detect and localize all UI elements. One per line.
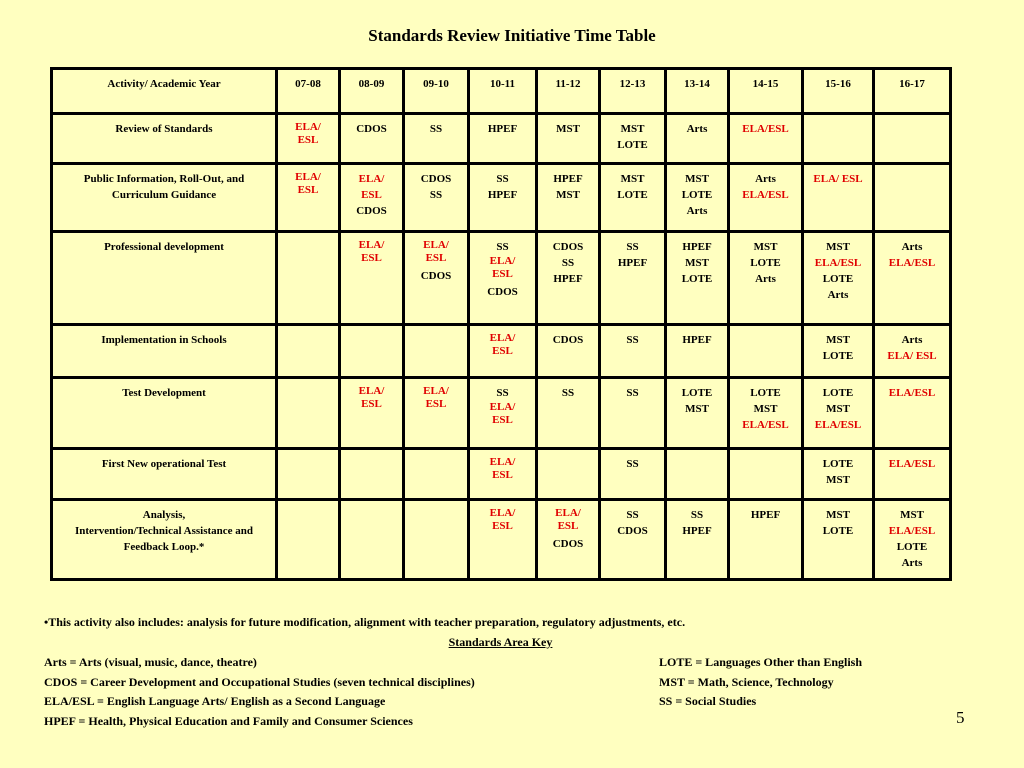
- standard-area-entry: SS: [496, 173, 509, 185]
- schedule-cell: [600, 232, 666, 325]
- standard-area-entry: CDOS: [487, 286, 518, 298]
- key-entry-hpef: HPEF = Health, Physical Education and Family and Consumer Sciences: [44, 714, 413, 728]
- standard-area-entry: ELA/ESL: [742, 189, 789, 201]
- header-year: 15-16: [803, 69, 874, 114]
- standard-area-entry: ELA/: [358, 173, 385, 185]
- standard-area-entry: HPEF: [553, 273, 583, 285]
- schedule-cell: [666, 114, 729, 164]
- header-year: 13-14: [666, 69, 729, 114]
- standard-area-entry: CDOS: [420, 173, 452, 185]
- standard-area-entry: LOTE: [750, 257, 781, 269]
- table-row: [52, 378, 951, 449]
- schedule-cell: [469, 500, 537, 580]
- schedule-cell: [537, 325, 600, 378]
- activity-cell: [52, 164, 277, 232]
- standard-area-entry: ELA/ ESL: [555, 507, 581, 532]
- schedule-cell: [469, 449, 537, 500]
- schedule-cell: [729, 378, 803, 449]
- standard-area-entry: HPEF: [553, 173, 583, 185]
- schedule-cell: [404, 500, 469, 580]
- standard-area-entry: SS: [561, 387, 575, 399]
- schedule-cell: [803, 378, 874, 449]
- schedule-cell: [404, 325, 469, 378]
- schedule-cell: [277, 114, 340, 164]
- key-title: Standards Area Key: [448, 635, 553, 649]
- standard-area-entry: CDOS: [617, 525, 648, 537]
- standard-area-entry: HPEF: [682, 241, 712, 253]
- schedule-cell: [537, 164, 600, 232]
- standard-area-entry: Arts: [686, 205, 708, 217]
- key-entry-ela-esl: ELA/ESL = English Language Arts/ English as a Second Language: [44, 694, 386, 708]
- activity-label: Public Information, Roll-Out, and Curriculum Guidance: [83, 173, 245, 201]
- standard-area-entry: Arts: [901, 241, 923, 253]
- schedule-cell: [340, 232, 404, 325]
- standard-area-entry: CDOS: [552, 334, 584, 346]
- schedule-cell: [537, 114, 600, 164]
- schedule-cell: [340, 164, 404, 232]
- page-number: 5: [956, 708, 965, 727]
- standard-area-entry: ELA/ ESL: [887, 350, 937, 362]
- standard-area-entry: MST: [556, 123, 580, 135]
- header-year: 16-17: [874, 69, 951, 114]
- schedule-cell: [666, 449, 729, 500]
- header-activity: Activity/ Academic Year: [52, 69, 277, 114]
- activity-label: Intervention/Technical Assistance and Feedback Loop.*: [74, 525, 254, 553]
- header-year: 10-11: [469, 69, 537, 114]
- standard-area-entry: SS: [429, 189, 443, 201]
- table-row: [52, 449, 951, 500]
- schedule-cell: [803, 164, 874, 232]
- standard-area-entry: ELA/ESL: [888, 257, 936, 269]
- schedule-cell: [340, 378, 404, 449]
- standard-area-entry: LOTE: [750, 387, 781, 399]
- table-row: [52, 114, 951, 164]
- schedule-cell: [404, 378, 469, 449]
- standard-area-entry: LOTE: [617, 189, 648, 201]
- activity-label: Professional development: [104, 241, 224, 253]
- activity-label: First New operational Test: [101, 458, 227, 470]
- standard-area-entry: ELA/ ESL: [489, 507, 516, 532]
- schedule-cell: [404, 232, 469, 325]
- table-row: [52, 325, 951, 378]
- schedule-cell: [874, 500, 951, 580]
- standard-area-entry: Arts: [686, 123, 708, 135]
- standard-area-entry: ELA/ ESL: [358, 385, 385, 410]
- schedule-cell: [340, 500, 404, 580]
- schedule-cell: [469, 232, 537, 325]
- schedule-cell: [537, 449, 600, 500]
- standard-area-entry: SS: [496, 241, 509, 253]
- schedule-cell: [600, 449, 666, 500]
- schedule-cell: [874, 232, 951, 325]
- standard-area-entry: ELA/ESL: [814, 419, 862, 431]
- schedule-cell: [874, 449, 951, 500]
- header-year: 07-08: [277, 69, 340, 114]
- standard-area-entry: MST: [826, 241, 850, 253]
- key-entry-arts: Arts = Arts (visual, music, dance, theatre): [44, 655, 257, 669]
- schedule-cell: [803, 114, 874, 164]
- schedule-cell: [537, 378, 600, 449]
- schedule-cell: [340, 114, 404, 164]
- activity-label: Analysis,: [142, 509, 186, 521]
- schedule-cell: [666, 500, 729, 580]
- standard-area-entry: ELA/ ESL: [423, 385, 449, 410]
- schedule-cell: [404, 164, 469, 232]
- standard-area-entry: SS: [626, 241, 639, 253]
- schedule-cell: [469, 325, 537, 378]
- standard-area-entry: SS: [496, 387, 509, 399]
- standard-area-entry: SS: [626, 334, 639, 346]
- standard-area-entry: Arts: [901, 334, 923, 346]
- activity-label: Test Development: [122, 387, 206, 399]
- schedule-cell: [277, 378, 340, 449]
- table-row: [52, 164, 951, 232]
- standard-area-entry: CDOS: [356, 123, 387, 135]
- standard-area-entry: ELA/ ESL: [423, 239, 449, 264]
- standard-area-entry: LOTE: [822, 387, 854, 399]
- schedule-cell: [666, 232, 729, 325]
- standard-area-entry: Arts: [755, 273, 776, 285]
- schedule-cell: [874, 378, 951, 449]
- standard-area-entry: SS: [561, 257, 575, 269]
- standard-area-entry: CDOS: [552, 241, 584, 253]
- schedule-cell: [729, 114, 803, 164]
- standard-area-entry: ELA/ ESL: [489, 255, 516, 280]
- standard-area-entry: HPEF: [617, 257, 648, 269]
- standard-area-entry: SS: [690, 509, 704, 521]
- schedule-cell: [874, 164, 951, 232]
- standard-area-entry: ELA/ ESL: [813, 173, 863, 185]
- standard-area-entry: ELA/ESL: [814, 257, 862, 269]
- standard-area-entry: MST: [620, 173, 645, 185]
- schedule-cell: [803, 232, 874, 325]
- schedule-cell: [469, 114, 537, 164]
- schedule-cell: [340, 449, 404, 500]
- schedule-cell: [469, 378, 537, 449]
- standard-area-entry: ELA/ ESL: [489, 401, 516, 426]
- standard-area-entry: ELA/ESL: [888, 458, 936, 470]
- schedule-cell: [803, 500, 874, 580]
- schedule-cell: [874, 325, 951, 378]
- standard-area-entry: MST: [685, 173, 709, 185]
- standard-area-entry: MST: [826, 474, 850, 486]
- schedule-cell: [666, 164, 729, 232]
- schedule-cell: [537, 232, 600, 325]
- standard-area-entry: MST: [753, 241, 778, 253]
- standard-area-entry: SS: [429, 123, 443, 135]
- standard-area-entry: SS: [626, 509, 639, 521]
- standard-area-entry: LOTE: [681, 189, 713, 201]
- standard-area-entry: HPEF: [487, 123, 518, 135]
- schedule-cell: [666, 378, 729, 449]
- standard-area-entry: MST: [556, 189, 580, 201]
- header-year: 09-10: [404, 69, 469, 114]
- schedule-cell: [803, 449, 874, 500]
- header-year: 14-15: [729, 69, 803, 114]
- activity-cell: [52, 500, 277, 580]
- standard-area-entry: Arts: [901, 557, 923, 569]
- header-year: 08-09: [340, 69, 404, 114]
- standard-area-entry: LOTE: [681, 273, 713, 285]
- schedule-cell: [277, 500, 340, 580]
- schedule-cell: [600, 164, 666, 232]
- schedule-cell: [803, 325, 874, 378]
- standard-area-entry: CDOS: [420, 270, 452, 282]
- schedule-cell: [600, 500, 666, 580]
- schedule-cell: [600, 114, 666, 164]
- standard-area-entry: ELA/ ESL: [358, 239, 385, 264]
- standard-area-entry: ELA/ESL: [742, 123, 789, 135]
- standard-area-entry: ELA/ ESL: [489, 456, 516, 481]
- schedule-cell: [729, 500, 803, 580]
- activity-label: Implementation in Schools: [101, 334, 227, 346]
- schedule-cell: [469, 164, 537, 232]
- standard-area-entry: ELA/ESL: [888, 525, 936, 537]
- standard-area-entry: ELA/ESL: [742, 419, 789, 431]
- schedule-cell: [537, 500, 600, 580]
- schedule-cell: [277, 164, 340, 232]
- schedule-cell: [340, 325, 404, 378]
- standard-area-entry: LOTE: [822, 350, 854, 362]
- standard-area-entry: MST: [826, 403, 850, 415]
- standard-area-entry: LOTE: [681, 387, 713, 399]
- schedule-cell: [666, 325, 729, 378]
- standard-area-entry: LOTE: [617, 139, 648, 151]
- table-row: [52, 232, 951, 325]
- standard-area-entry: LOTE: [896, 541, 928, 553]
- footnote: •This activity also includes: analysis for future modification, alignment with teacher preparation, regulatory adjustments, etc.: [44, 615, 686, 629]
- key-entry-ss: SS = Social Studies: [659, 694, 757, 708]
- activity-cell: [52, 378, 277, 449]
- key-entry-lote: LOTE = Languages Other than English: [659, 655, 863, 669]
- standard-area-entry: CDOS: [356, 205, 387, 217]
- header-year: 12-13: [600, 69, 666, 114]
- standard-area-entry: Arts: [827, 289, 849, 301]
- activity-label: Review of Standards: [115, 123, 213, 135]
- standard-area-entry: ELA/ ESL: [489, 332, 516, 357]
- time-table: [50, 67, 952, 581]
- standard-area-entry: ESL: [361, 189, 382, 201]
- page-title: Standards Review Initiative Time Table: [368, 26, 656, 45]
- standard-area-entry: MST: [685, 403, 709, 415]
- standard-area-entry: MST: [900, 509, 924, 521]
- schedule-cell: [277, 232, 340, 325]
- schedule-cell: [277, 325, 340, 378]
- standard-area-entry: MST: [826, 509, 850, 521]
- standard-area-entry: MST: [826, 334, 850, 346]
- standard-area-entry: MST: [685, 257, 709, 269]
- standard-area-entry: LOTE: [822, 458, 854, 470]
- standard-area-entry: LOTE: [822, 525, 854, 537]
- standard-area-entry: ELA/ESL: [888, 387, 936, 399]
- table-header-row: [52, 69, 951, 114]
- header-year: 11-12: [537, 69, 600, 114]
- standard-area-entry: CDOS: [552, 538, 584, 550]
- standard-area-entry: Arts: [755, 173, 776, 185]
- schedule-cell: [600, 325, 666, 378]
- schedule-cell: [277, 449, 340, 500]
- schedule-cell: [404, 449, 469, 500]
- standard-area-entry: SS: [626, 387, 639, 399]
- standard-area-entry: HPEF: [682, 334, 712, 346]
- schedule-cell: [404, 114, 469, 164]
- schedule-cell: [874, 114, 951, 164]
- standard-area-entry: SS: [626, 458, 639, 470]
- schedule-cell: [729, 449, 803, 500]
- key-entry-mst: MST = Math, Science, Technology: [659, 675, 834, 689]
- standard-area-entry: HPEF: [487, 189, 518, 201]
- activity-cell: [52, 114, 277, 164]
- key-entry-cdos: CDOS = Career Development and Occupational Studies (seven technical disciplines): [44, 675, 475, 689]
- standard-area-entry: ELA/ ESL: [295, 121, 321, 146]
- standard-area-entry: LOTE: [822, 273, 854, 285]
- activity-cell: [52, 449, 277, 500]
- activity-cell: [52, 232, 277, 325]
- standard-area-entry: HPEF: [682, 525, 712, 537]
- schedule-cell: [729, 325, 803, 378]
- schedule-cell: [729, 164, 803, 232]
- standard-area-entry: ELA/ ESL: [295, 171, 321, 196]
- activity-cell: [52, 325, 277, 378]
- standard-area-entry: MST: [620, 123, 645, 135]
- table-row: [52, 500, 951, 580]
- standard-area-entry: MST: [753, 403, 778, 415]
- standard-area-entry: HPEF: [750, 509, 781, 521]
- schedule-cell: [729, 232, 803, 325]
- schedule-cell: [600, 378, 666, 449]
